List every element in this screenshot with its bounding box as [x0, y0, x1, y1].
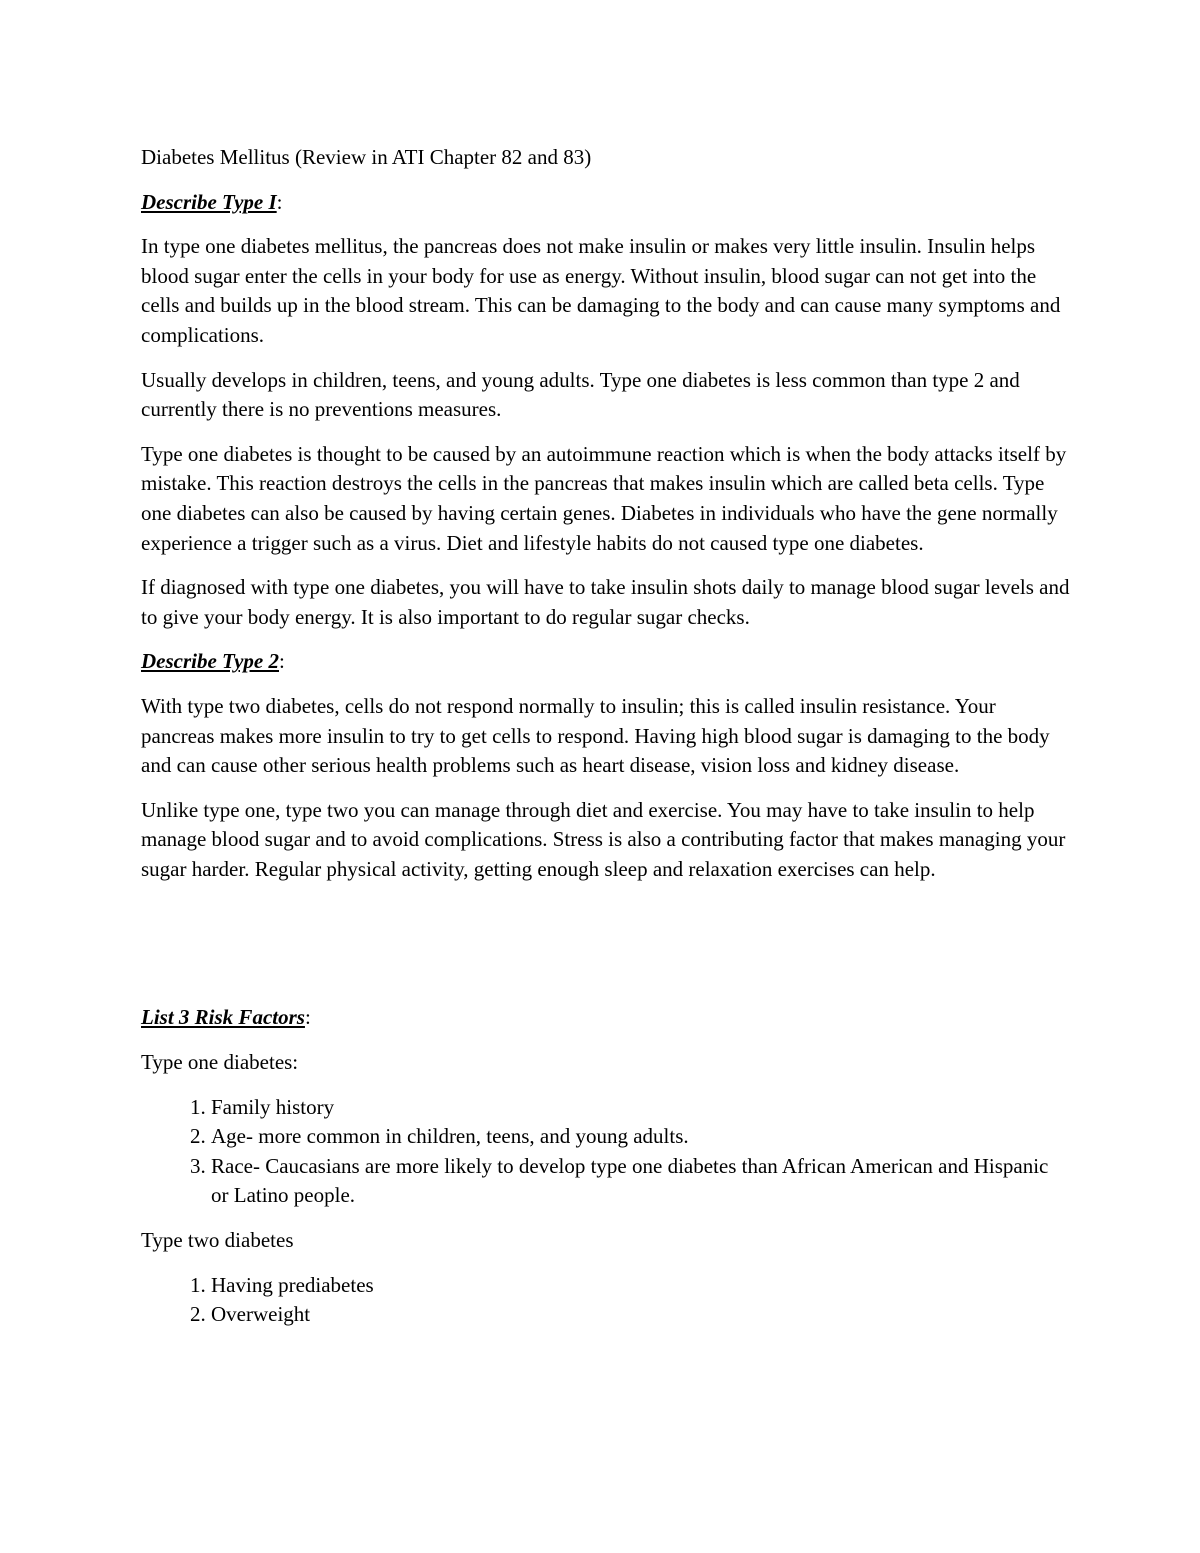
- list-item: 1. Family history: [211, 1093, 1071, 1123]
- document-page: [141, 143, 1071, 1345]
- type-1-risk-label: Type one diabetes:: [141, 1050, 299, 1075]
- heading-type-2-text: Describe Type 2: [141, 649, 279, 674]
- type-2-paragraph: Unlike type one, type two you can manage through diet and exercise. You may have to take insulin to help manage blood sugar and to avoid complications. Stress is also a contributing factor that makes managing your sugar harder. Regular physical activity, getting enough sleep and relaxation exercises can help.: [141, 797, 1066, 881]
- type-1-paragraph: If diagnosed with type one diabetes, you will have to take insulin shots daily to manage blood sugar levels and to give your body energy. It is also important to do regular sugar checks.: [141, 575, 1070, 629]
- heading-risk-factors-colon: :: [304, 1005, 311, 1030]
- type-2-risk-label: Type two diabetes: [141, 1228, 294, 1253]
- type-1-risk-list: [141, 1093, 1071, 1211]
- type-1-paragraph: In type one diabetes mellitus, the pancreas does not make insulin or makes very little insulin. Insulin helps blood sugar enter the cells in your body for use as energy. Without insulin, blood sugar can not get into the cells and builds up in the blood stream. This can be damaging to the body and can cause many symptoms and complications.: [141, 234, 1061, 347]
- heading-type-2: [141, 647, 1071, 677]
- heading-type-2-colon: :: [279, 649, 285, 674]
- type-2-paragraph: With type two diabetes, cells do not respond normally to insulin; this is called insulin resistance. Your pancreas makes more insulin to try to get cells to respond. Having high blood sugar is damaging to the body and can cause other serious health problems such as heart disease, vision loss and kidney disease.: [141, 693, 1050, 778]
- heading-type-1-colon: :: [276, 189, 283, 214]
- type-2-risk-list: [141, 1271, 1071, 1330]
- heading-risk-factors: [141, 1003, 1071, 1033]
- type-1-paragraph: Type one diabetes is thought to be caused by an autoimmune reaction which is when the body attacks itself by mistake. This reaction destroys the cells in the pancreas that makes insulin which are called beta cells. Type one diabetes can also be caused by having certain genes. Diabetes in individuals who have the gene normally experience a trigger such as a virus. Diet and lifestyle habits do not caused type one diabetes.: [141, 441, 1067, 555]
- heading-type-1: [141, 188, 1071, 218]
- heading-type-1-text: Describe Type I: [141, 189, 277, 214]
- heading-risk-factors-text: List 3 Risk Factors: [141, 1005, 305, 1030]
- list-item: 2. Overweight: [211, 1300, 1071, 1330]
- document-title: Diabetes Mellitus (Review in ATI Chapter 82 and 83): [141, 145, 592, 169]
- list-item: 1. Having prediabetes: [211, 1271, 1071, 1301]
- blank-space: [141, 899, 1071, 1003]
- list-item: 3. Race- Caucasians are more likely to develop type one diabetes than African American and Hispanic or Latino people.: [211, 1152, 1071, 1211]
- list-item: 2. Age- more common in children, teens, and young adults.: [211, 1122, 1071, 1152]
- type-1-paragraph: Usually develops in children, teens, and young adults. Type one diabetes is less common than type 2 and currently there is no preventions measures.: [141, 367, 1020, 422]
